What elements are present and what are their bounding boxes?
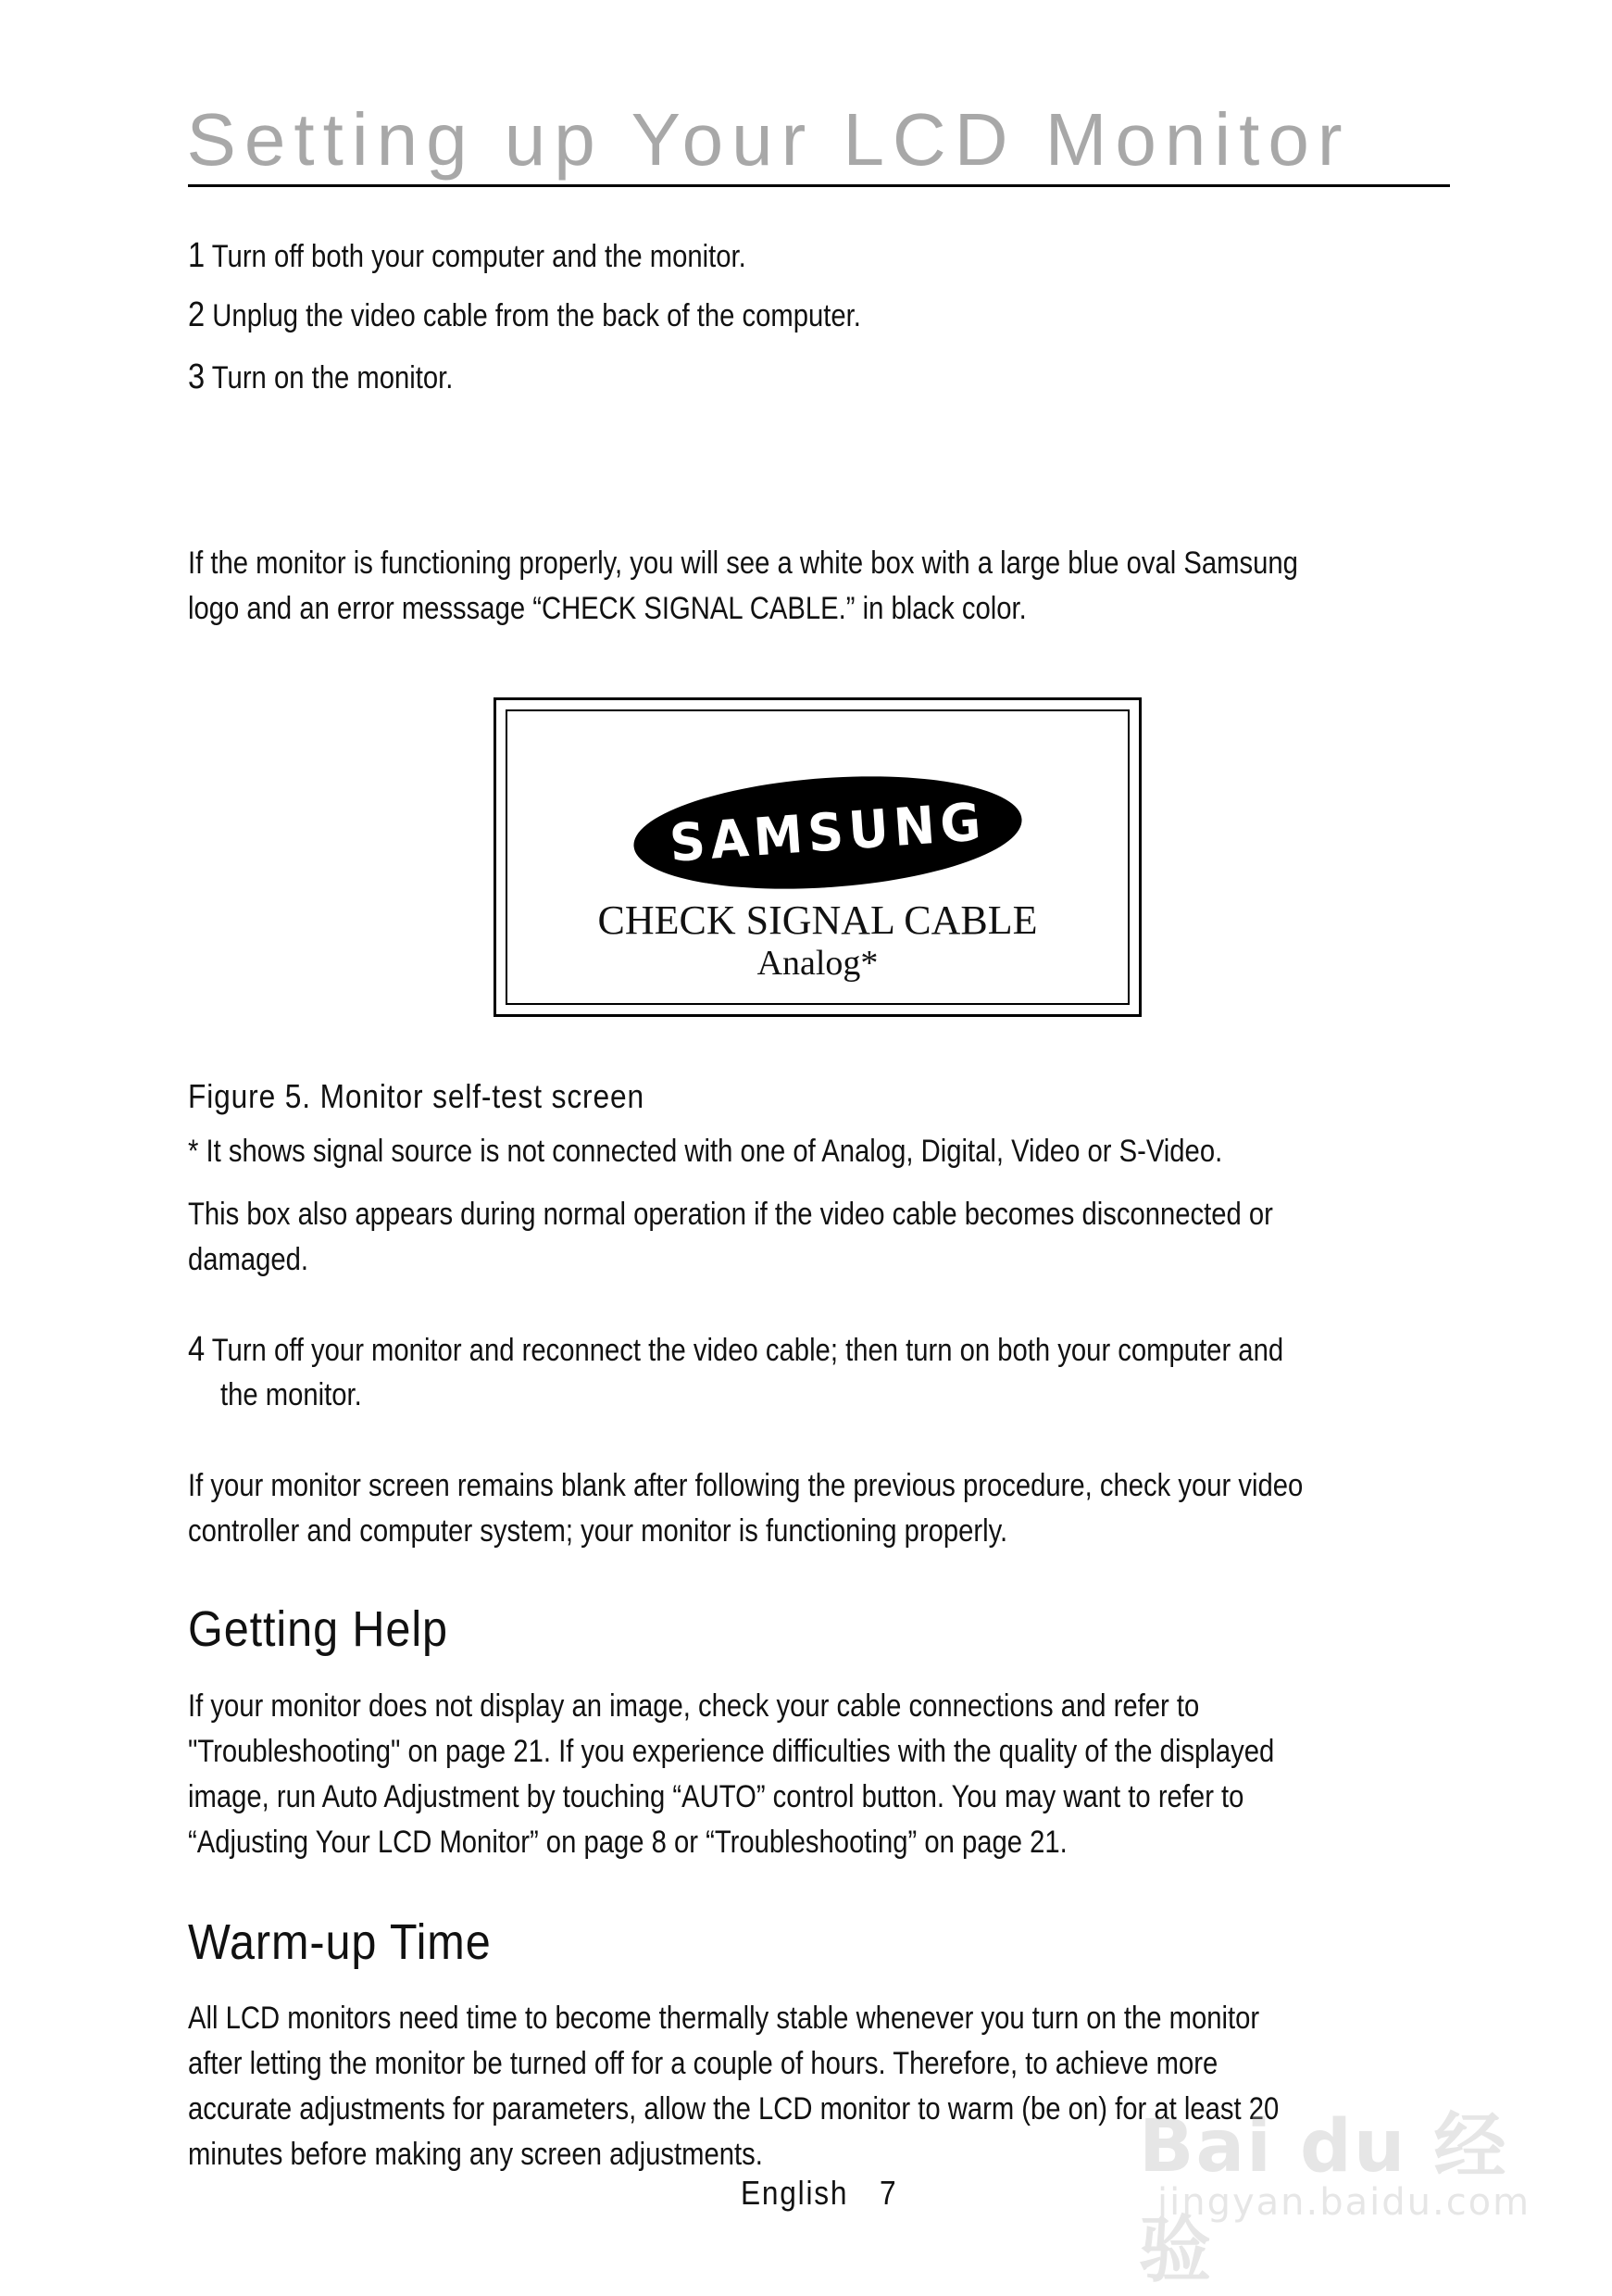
getting-help-line-1: If your monitor does not display an image, check your cable connections and refer to <box>188 1688 1200 1724</box>
warm-up-line-2: after letting the monitor be turned off for a couple of hours. Therefore, to achieve more <box>188 2046 1218 2081</box>
box-note-line-2: damaged. <box>188 1242 309 1277</box>
title-rule <box>188 184 1450 187</box>
step-number: 2 <box>188 295 206 334</box>
warm-up-line-1: All LCD monitors need time to become thermally stable whenever you turn on the monitor <box>188 2001 1260 2036</box>
getting-help-line-4: “Adjusting Your LCD Monitor” on page 8 or “Troubleshooting” on page 21. <box>188 1825 1068 1860</box>
heading-warm-up-time: Warm-up Time <box>188 1914 492 1970</box>
step-3 <box>188 355 453 401</box>
footer-page-number: 7 <box>880 2174 898 2212</box>
footer-language: English <box>741 2174 849 2212</box>
baidu-watermark <box>1139 2089 1531 2292</box>
intro-line-2: logo and an error messsage “CHECK SIGNAL CABLE.” in black color. <box>188 591 1027 626</box>
getting-help-line-3: image, run Auto Adjustment by touching “AUTO” control button. You may want to refer to <box>188 1779 1244 1814</box>
step-4 <box>188 1327 1283 1374</box>
self-test-screen <box>494 697 1142 1017</box>
signal-note: * It shows signal source is not connected with one of Analog, Digital, Video or S-Video. <box>188 1134 1223 1169</box>
step-2 <box>188 293 861 339</box>
box-note-line-1: This box also appears during normal operation if the video cable becomes disconnected or <box>188 1197 1273 1232</box>
samsung-logo-text: SAMSUNG <box>668 791 988 874</box>
check-signal-message: CHECK SIGNAL CABLE <box>597 897 1038 943</box>
figure-caption: Figure 5. Monitor self-test screen <box>188 1077 644 1115</box>
step-text: Turn off your monitor and reconnect the video cable; then turn on both your computer and <box>211 1333 1284 1368</box>
signal-source-label: Analog* <box>756 944 879 983</box>
step-number: 4 <box>188 1330 206 1369</box>
blank-note-line-2: controller and computer system; your monitor is functioning properly. <box>188 1513 1008 1549</box>
getting-help-line-2: "Troubleshooting" on page 21. If you experience difficulties with the quality of the displayed <box>188 1734 1275 1769</box>
step-number: 3 <box>188 358 206 396</box>
step-text: Turn on the monitor. <box>211 360 454 395</box>
intro-line-1: If the monitor is functioning properly, you will see a white box with a large blue oval Samsung <box>188 546 1298 581</box>
watermark-url: jingyan.baidu.com <box>1157 2181 1531 2224</box>
warm-up-line-3: accurate adjustments for parameters, allow the LCD monitor to warm (be on) for at least 20 <box>188 2091 1280 2127</box>
step-text: Turn off both your computer and the monitor. <box>211 239 746 274</box>
step-4-continued: the monitor. <box>220 1377 362 1412</box>
warm-up-line-4: minutes before making any screen adjustments. <box>188 2137 763 2172</box>
heading-getting-help: Getting Help <box>188 1601 448 1657</box>
blank-note-line-1: If your monitor screen remains blank after following the previous procedure, check your video <box>188 1468 1304 1503</box>
step-1 <box>188 233 746 280</box>
watermark-brand: Bai du 经验 <box>1139 2105 1508 2292</box>
page-title: Setting up Your LCD Monitor <box>186 98 1351 181</box>
step-text: Unplug the video cable from the back of the computer. <box>212 298 861 333</box>
step-number: 1 <box>188 236 206 275</box>
